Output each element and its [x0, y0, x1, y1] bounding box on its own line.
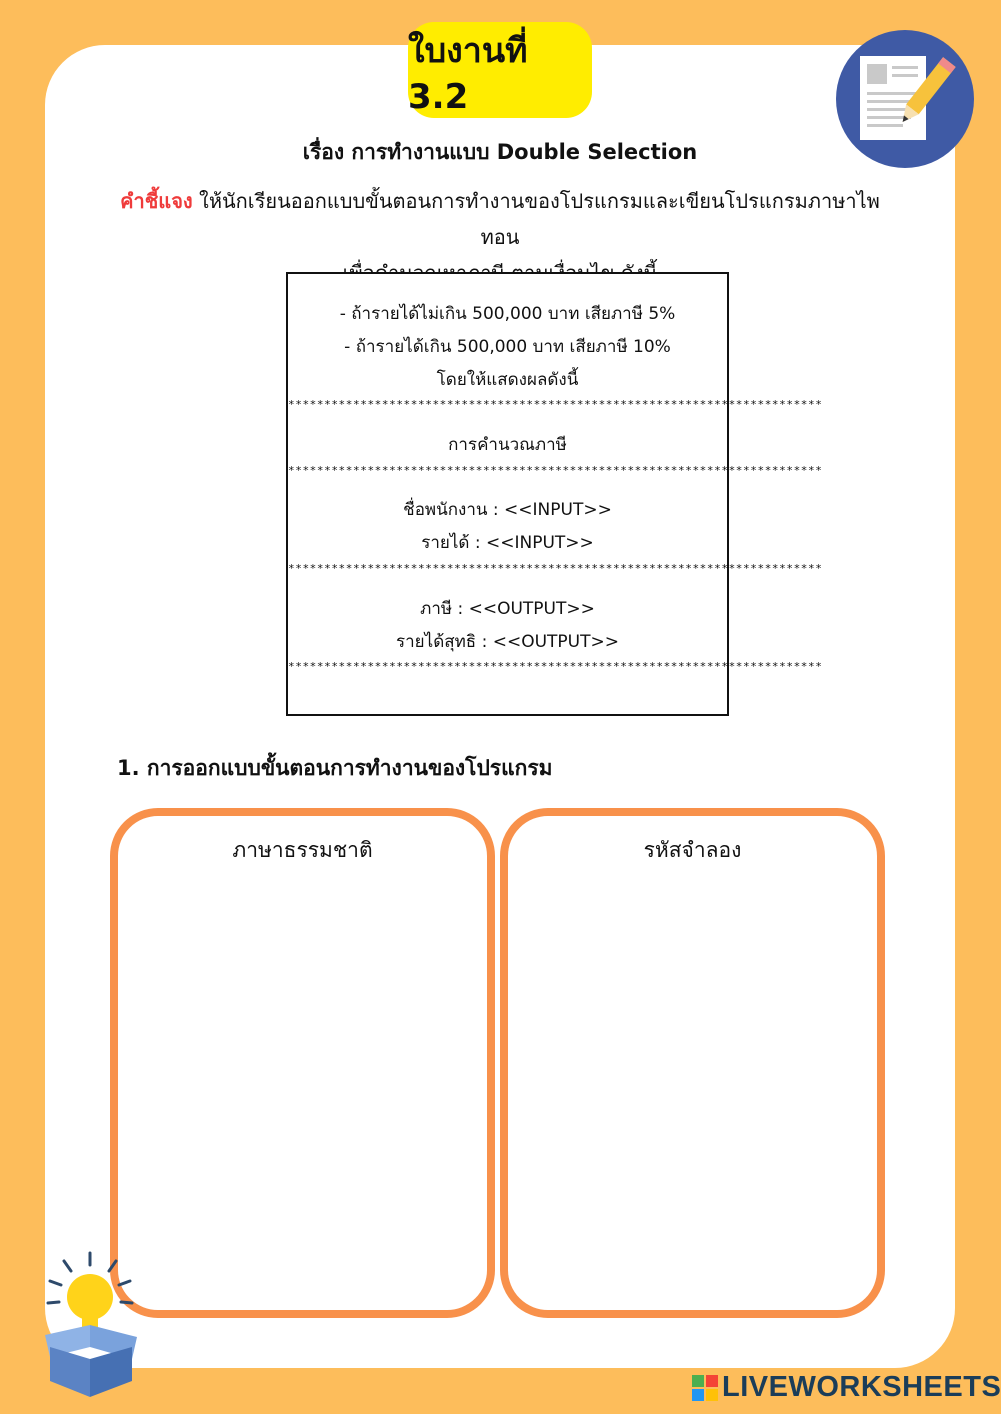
separator-line: **************************************************************************: [288, 464, 823, 477]
separator-line: **************************************************************************: [288, 398, 823, 411]
section-1-heading: 1. การออกแบบขั้นตอนการทำงานของโปรแกรม: [117, 756, 553, 780]
income-line: รายได้ : <<INPUT>>: [421, 533, 594, 553]
brand-name: LIVEWORKSHEETS: [722, 1371, 1001, 1403]
display-note: โดยให้แสดงผลดังนี้: [436, 370, 579, 390]
worksheet-subject: เรื่อง การทำงานแบบ Double Selection: [302, 140, 698, 164]
condition-1: - ถ้ารายได้ไม่เกิน 500,000 บาท เสียภาษี 5%: [339, 304, 676, 324]
worksheet-title: ใบงานที่ 3.2: [408, 31, 528, 117]
natural-language-panel[interactable]: [110, 808, 495, 1318]
condition-2: - ถ้ารายได้เกิน 500,000 บาท เสียภาษี 10%: [344, 337, 671, 357]
separator-line: **************************************************************************: [288, 562, 823, 575]
tax-spec-box: [286, 272, 823, 716]
pseudocode-panel[interactable]: [500, 808, 885, 1318]
employee-name-line: ชื่อพนักงาน : <<INPUT>>: [403, 500, 612, 520]
instructions-label: คำชี้แจง: [120, 189, 193, 213]
liveworksheets-logo-icon: [692, 1375, 718, 1401]
pseudocode-panel-title: รหัสจำลอง: [643, 838, 742, 862]
lightbulb-box-icon: [40, 1245, 150, 1405]
natural-language-panel-title: ภาษาธรรมชาติ: [232, 838, 373, 862]
instructions-line-1: [120, 183, 880, 255]
separator-line: **************************************************************************: [288, 660, 823, 673]
liveworksheets-brand[interactable]: [692, 1371, 1001, 1404]
output-title: การคำนวณภาษี: [448, 435, 567, 455]
worksheet-title-badge: [408, 22, 592, 118]
instructions-text-1: ให้นักเรียนออกแบบขั้นตอนการทำงานของโปรแกรมและเขียนโปรแกรมภาษาไพทอน: [199, 189, 880, 249]
tax-line: ภาษี : <<OUTPUT>>: [420, 599, 595, 619]
net-income-line: รายได้สุทธิ : <<OUTPUT>>: [396, 632, 619, 652]
